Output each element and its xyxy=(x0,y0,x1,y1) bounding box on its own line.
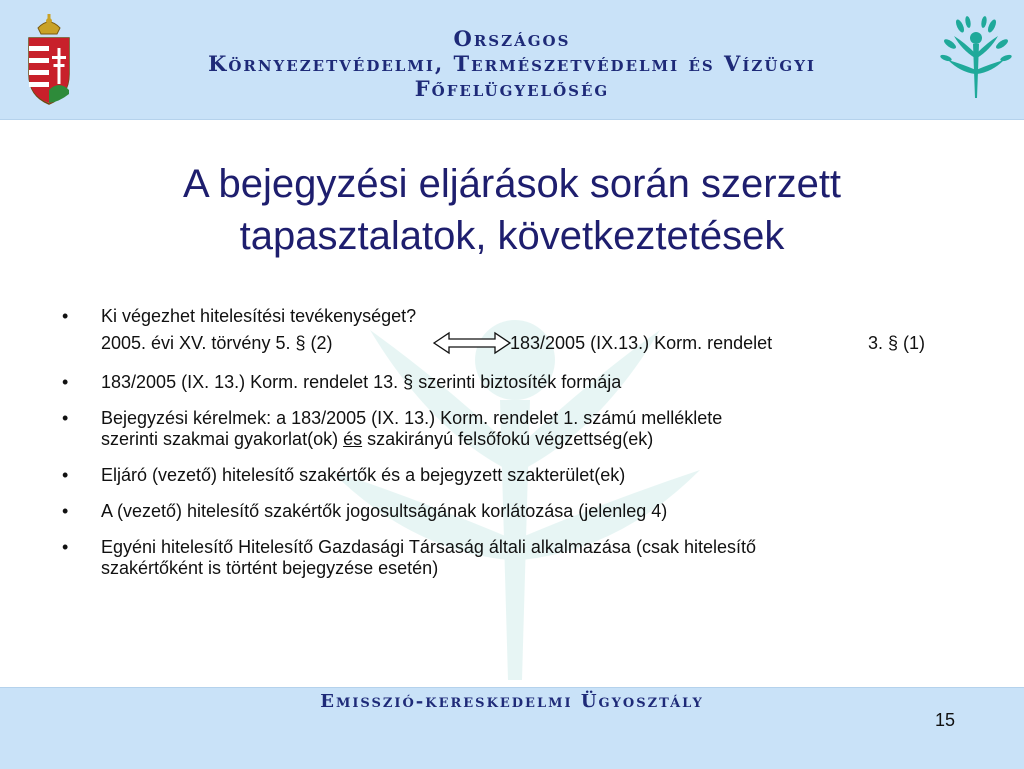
header-band xyxy=(0,0,1024,120)
bullet-point: • xyxy=(62,537,69,557)
decree-reference: 183/2005 (IX.13.) Korm. rendelet xyxy=(510,333,773,353)
bullet-text: 183/2005 (IX. 13.) Korm. rendelet 13. § szerinti biztosíték formája xyxy=(101,372,622,392)
bullet-item xyxy=(62,537,982,579)
bullet-item xyxy=(62,306,982,357)
bullet-item xyxy=(62,372,982,393)
bullet-item xyxy=(62,408,982,450)
bullet-text-line1: Bejegyzési kérelmek: a 183/2005 (IX. 13.) Korm. rendelet 1. számú melléklete xyxy=(101,408,723,428)
bullet-point: • xyxy=(62,408,69,428)
underlined-conjunction: és xyxy=(343,429,363,449)
bullet-list xyxy=(62,306,982,594)
bullet-subline xyxy=(101,331,982,357)
bullet-text-segment: szakirányú felsőfokú végzettség(ek) xyxy=(362,429,654,449)
bullet-point: • xyxy=(62,306,69,326)
bullet-text: Eljáró (vezető) hitelesítő szakértők és a bejegyzett szakterület(ek) xyxy=(101,465,626,485)
bullet-text-line2: szakértőként is történt bejegyzése esetén) xyxy=(101,558,439,578)
law-reference: 2005. évi XV. törvény 5. § (2) xyxy=(101,333,333,353)
tree-person-logo-icon xyxy=(940,14,1012,100)
organization-name-line2: Környezetvédelmi, Természetvédelmi és Vízügyi xyxy=(208,51,816,76)
bullet-point: • xyxy=(62,372,69,392)
bullet-text: Ki végezhet hitelesítési tevékenységet? xyxy=(101,306,417,326)
bullet-item xyxy=(62,501,982,522)
slide-title-line2: tapasztalatok, következtetések xyxy=(239,214,785,258)
footer-band xyxy=(0,687,1024,769)
organization-name-line1: Országos xyxy=(453,26,571,51)
bullet-item xyxy=(62,465,982,486)
double-arrow-icon xyxy=(433,331,511,355)
organization-name-line3: Főfelügyelőség xyxy=(414,76,610,101)
bullet-text-line2 xyxy=(101,429,982,450)
slide-title xyxy=(90,158,934,262)
bullet-text: A (vezető) hitelesítő szakértők jogosultságának korlátozása (jelenleg 4) xyxy=(101,501,668,521)
bullet-point: • xyxy=(62,501,69,521)
page-number: 15 xyxy=(935,710,956,730)
department-name: Emisszió-kereskedelmi Ügyosztály xyxy=(320,691,704,712)
decree-section-reference: 3. § (1) xyxy=(868,333,926,353)
slide-title-line1: A bejegyzési eljárások során szerzett xyxy=(182,162,842,206)
bullet-point: • xyxy=(62,465,69,485)
bullet-text-line1: Egyéni hitelesítő Hitelesítő Gazdasági Társaság általi alkalmazása (csak hitelesítő xyxy=(101,537,756,557)
hungarian-coat-of-arms-icon xyxy=(24,14,74,106)
organization-name xyxy=(110,26,914,101)
bullet-text-segment: szerinti szakmai gyakorlat(ok) xyxy=(101,429,344,449)
